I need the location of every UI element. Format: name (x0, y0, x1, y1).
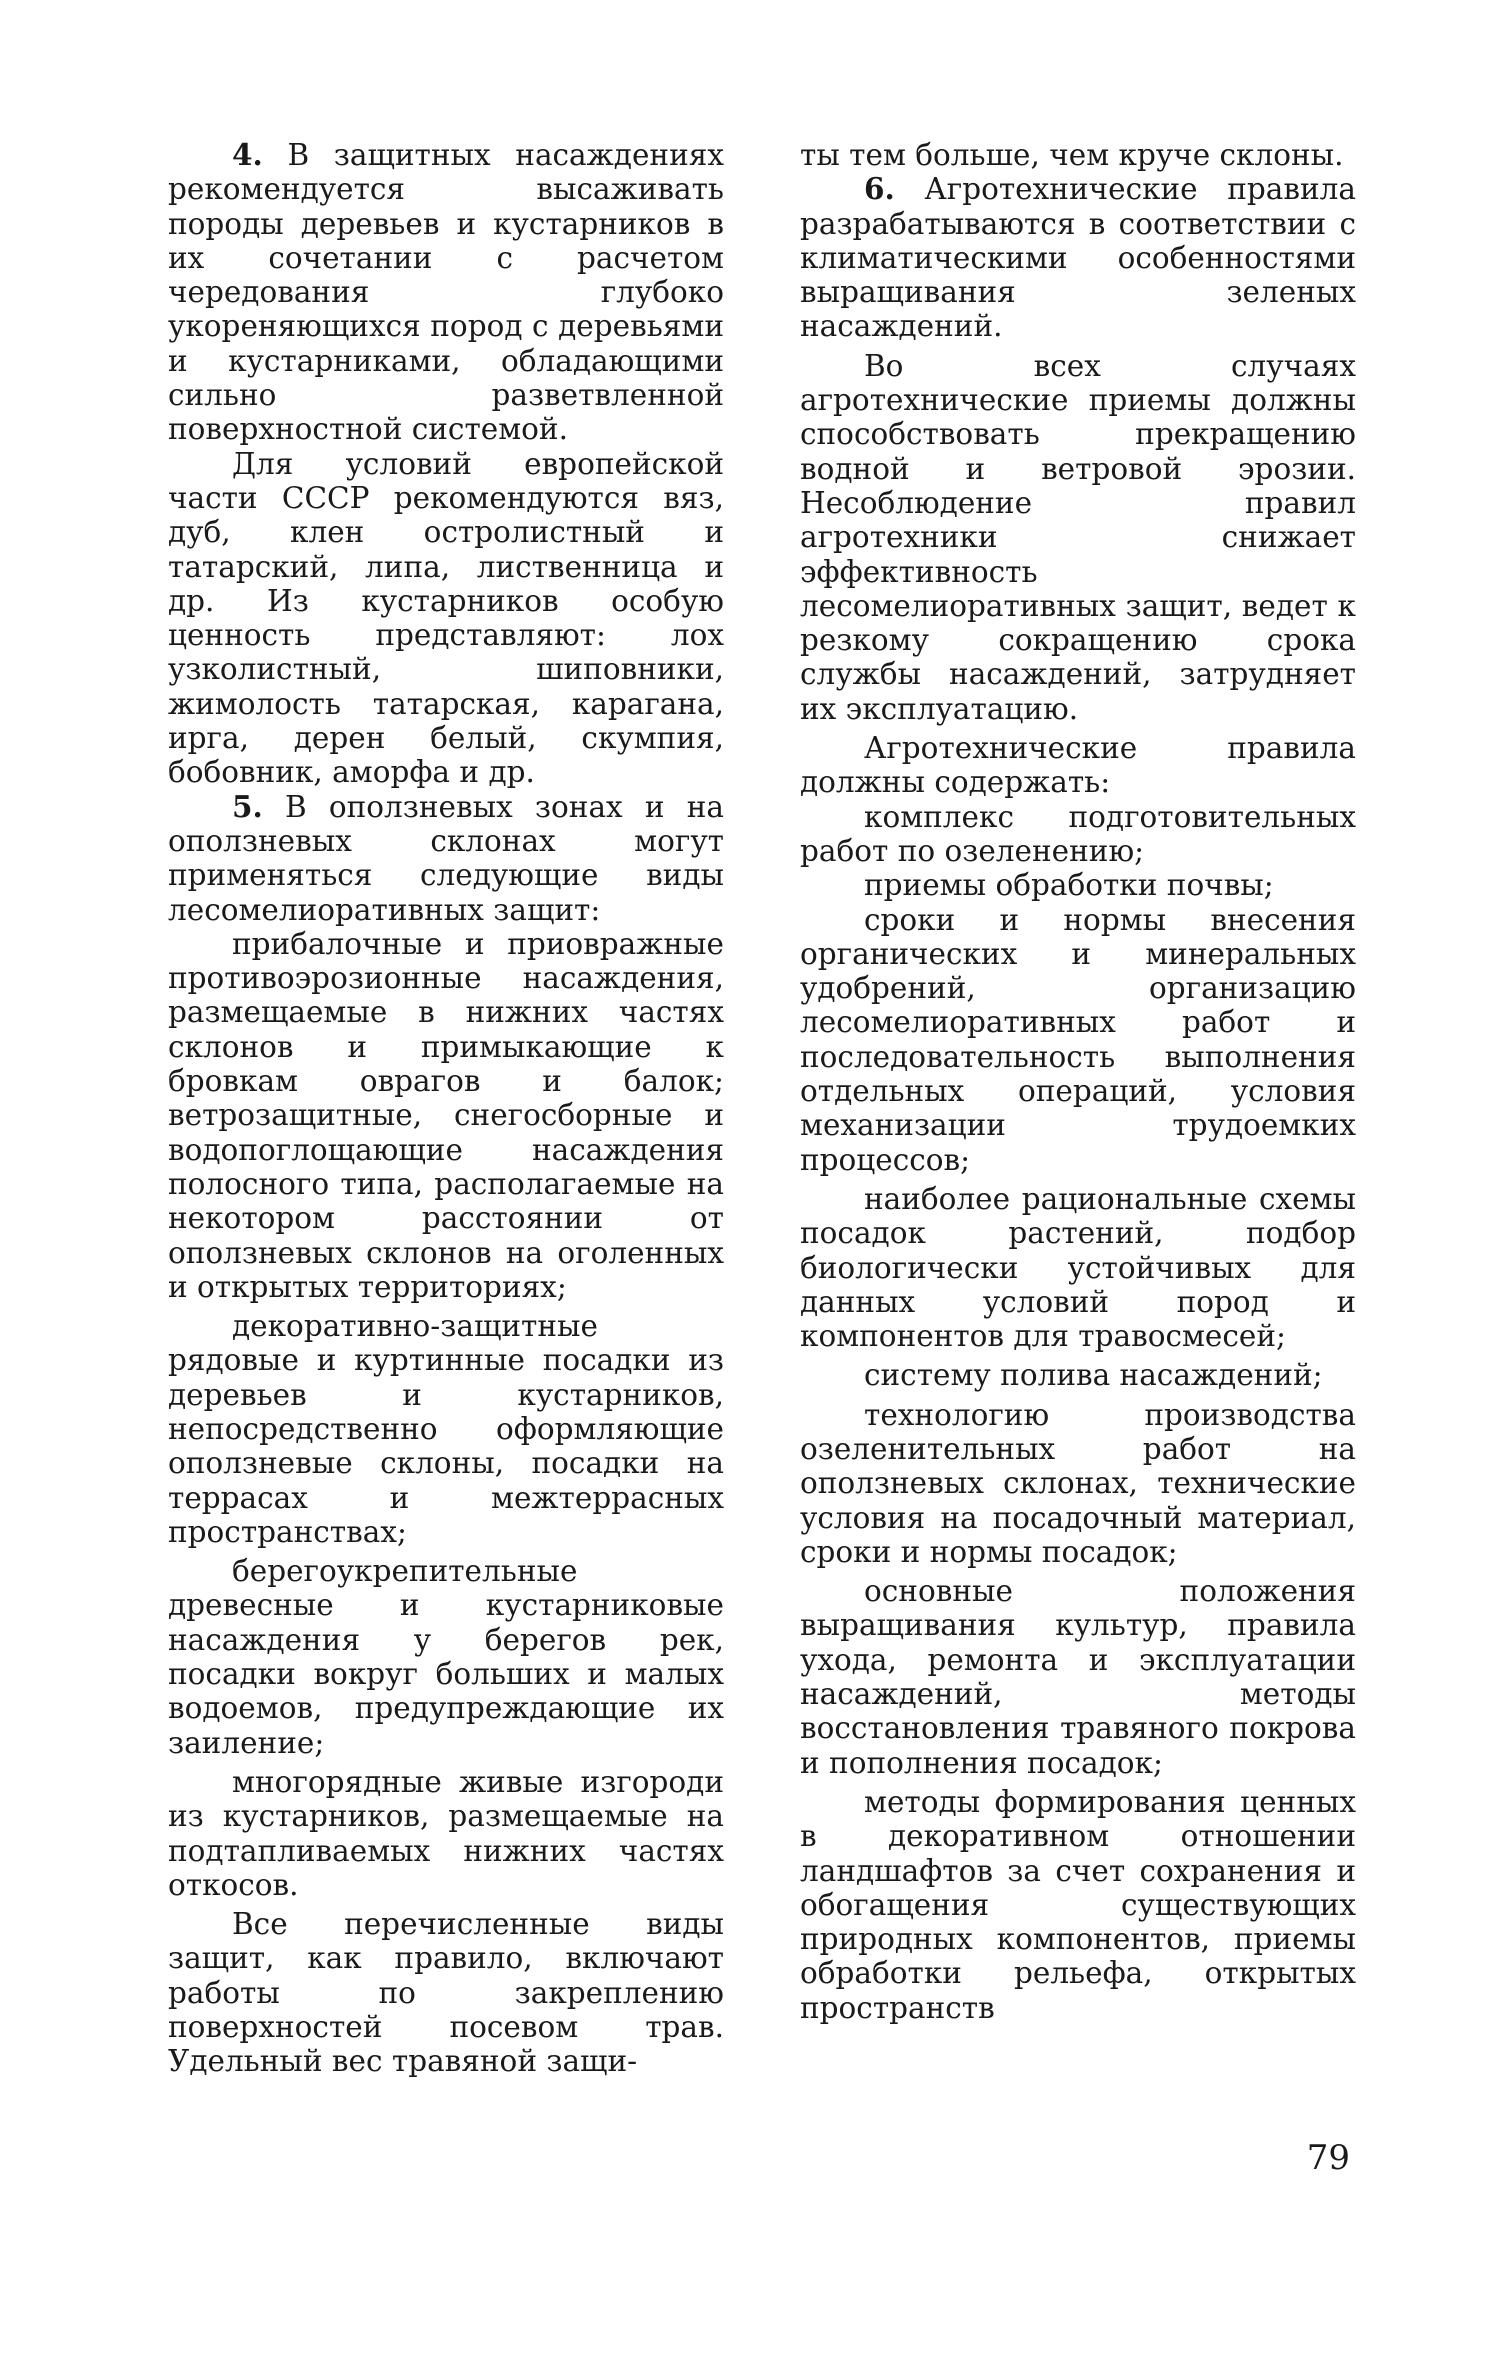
paragraph-5-text: В оползневых зонах и на оползневых склонах могут применяться следующие виды лесомелиоративных защит: (168, 789, 724, 927)
list-item-landscapes: методы формирования ценных в декоративном отношении ландшафтов за счет сохранения и обогащения существующих природных компонентов, приемы обработки рельефа, открытых пространств (800, 1784, 1356, 2025)
list-item-cultivation: основные положения выращивания культур, правила ухода, ремонта и эксплуатации насаждений, методы восстановления травяного покрова и пополнения посадок; (800, 1574, 1356, 1780)
list-item-preparatory-works: комплекс подготовительных работ по озеленению; (800, 799, 1356, 868)
paragraph-rules-contents: Агротехнические правила должны содержать: (800, 731, 1356, 800)
item-number-4: 4. (232, 137, 263, 172)
paragraph-4 (168, 138, 724, 447)
list-item-planting-schemes: наиболее рациональные схемы посадок растений, подбор биологически устойчивых для данных условий пород и компонентов для травосмесей; (800, 1181, 1356, 1354)
paragraph-grass-protection: Все перечисленные виды защит, как правило, включают работы по закреплению поверхностей посевом трав. Удельный вес травяной защи- (168, 1907, 724, 2079)
paragraph-5 (168, 790, 724, 927)
paragraph-4-text: В защитных насаждениях рекомендуется высаживать породы деревьев и кустарников в их сочетании с расчетом чередования глубоко укореняющихся пород с деревьями и кустарниками, обладающими сильно разветвленной поверхностной системой. (168, 138, 724, 447)
paragraph-6-text: Агротехнические правила разрабатываются в соответствии с климатическими особенностями выращивания зеленых насаждений. (800, 172, 1356, 344)
paragraph-continuation: ты тем больше, чем круче склоны. (800, 138, 1344, 172)
list-item-decorative-plantings: декоративно-защитные рядовые и куртинные посадки из деревьев и кустарников, непосредственно оформляющие оползневые склоны, посадки на террасах и межтеррасных пространствах; (168, 1309, 724, 1549)
paragraph-erosion: Во всех случаях агротехнические приемы должны способствовать прекращению водной и ветровой эрозии. Несоблюдение правил агротехники снижает эффективность лесомелиоративных защит, ведет к резкому сокращению срока службы насаждений, затрудняет их эксплуатацию. (800, 348, 1356, 726)
left-column (168, 138, 724, 2079)
right-column (800, 138, 1356, 2025)
list-item-technology: технологию производства озеленительных работ на оползневых склонах, технические условия на посадочный материал, сроки и нормы посадок; (800, 1397, 1356, 1569)
page-number: 79 (1306, 2138, 1350, 2178)
list-item-soil-treatment: приемы обработки почвы; (864, 868, 1274, 903)
item-number-5: 5. (232, 788, 263, 824)
paragraph-6 (800, 172, 1356, 343)
paragraph-species: Для условий европейской части СССР рекомендуются вяз, дуб, клен остролистный и татарский, липа, лиственница и др. Из кустарников особую ценность представляют: лох узколистный, шиповники, жимолость татарская, карагана, ирга, дерен белый, скумпия, бобовник, аморфа и др. (168, 446, 724, 790)
list-item-hedges: многорядные живые изгороди из кустарников, размещаемые на подтапливаемых нижних частях откосов. (168, 1764, 724, 1902)
list-item-irrigation: систему полива насаждений; (864, 1358, 1323, 1393)
list-item-gully-plantings: прибалочные и приовражные противоэрозионные насаждения, размещаемые в нижних частях склонов и примыкающие к бровкам оврагов и балок; ветрозащитные, снегосборные и водопоглощающие насаждения полосного типа, располагаемые на некотором расстоянии от оползневых склонов на оголенных и открытых территориях; (168, 926, 724, 1304)
list-item-fertilizers: сроки и нормы внесения органических и минеральных удобрений, организацию лесомелиоративных работ и последовательность выполнения отдельных операций, условия механизации трудоемких процессов; (800, 902, 1356, 1177)
list-item-bank-plantings: берегоукрепительные древесные и кустарниковые насаждения у берегов рек, посадки вокруг больших и малых водоемов, предупреждающие их заиление; (168, 1554, 724, 1760)
item-number-6: 6. (864, 171, 895, 207)
